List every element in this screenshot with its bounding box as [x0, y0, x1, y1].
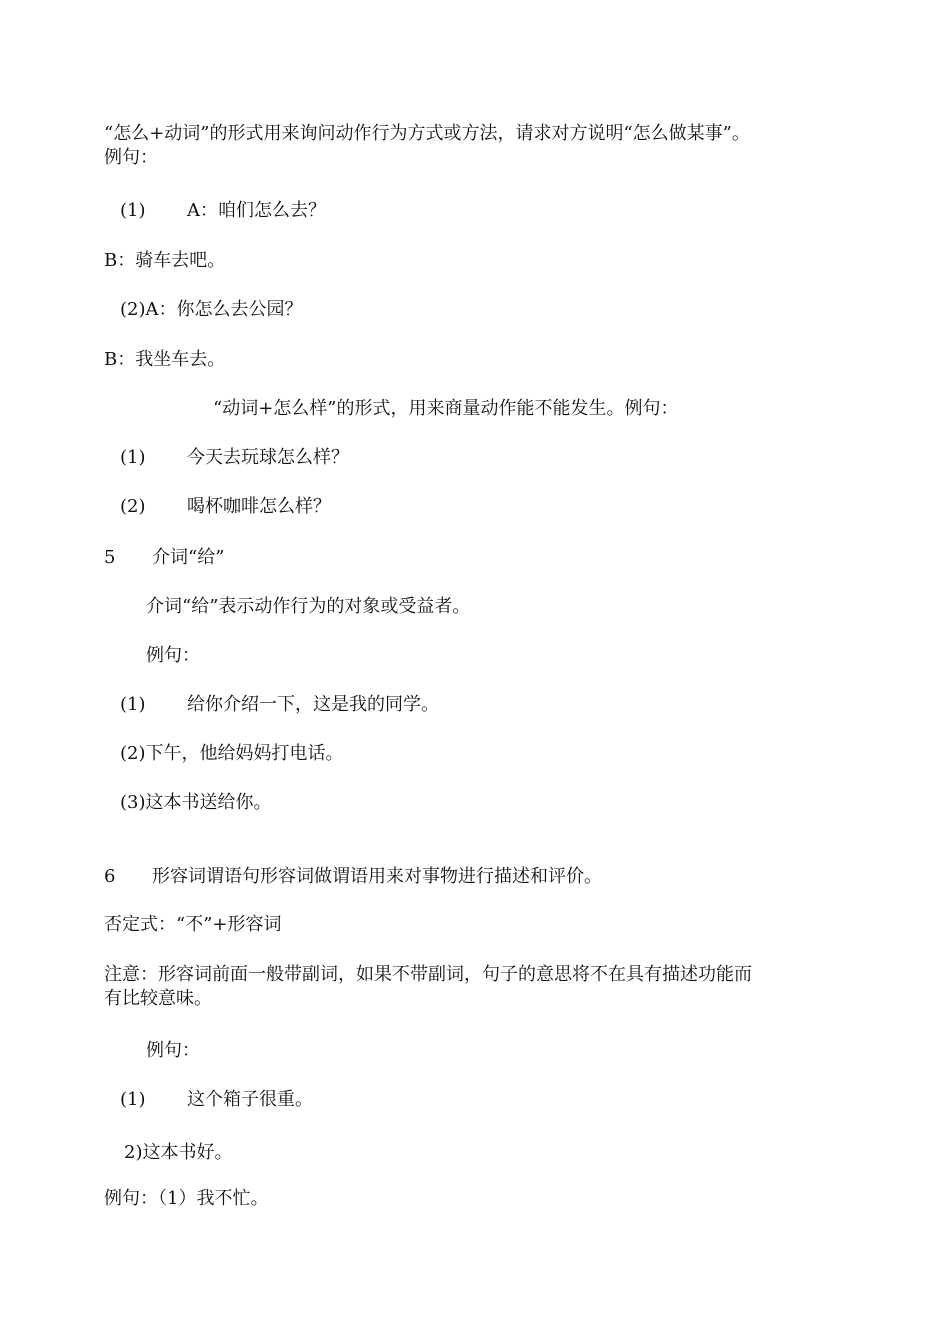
form-description: “动词+怎么样”的形式，用来商量动作能不能发生。例句： [213, 398, 679, 419]
example-text: 例句：（1）我不忙。 [104, 1188, 269, 1209]
section-title: 形容词谓语句形容词做谓语用来对事物进行描述和评价。 [152, 866, 602, 887]
example-text: 2)这本书好。 [124, 1142, 233, 1163]
section-description: 介词“给”表示动作行为的对象或受益者。 [146, 596, 471, 617]
note-line-2: 有比较意味。 [104, 988, 212, 1009]
note-line-1: 注意：形容词前面一般带副词，如果不带副词，句子的意思将不在具有描述功能而 [104, 964, 752, 985]
example-text: 喝杯咖啡怎么样？ [187, 496, 331, 517]
example-number: (1) [120, 200, 146, 221]
example-text: (3)这本书送给你。 [120, 792, 272, 813]
example-text: 这个箱子很重。 [187, 1089, 313, 1110]
example-reply: B：我坐车去。 [104, 349, 226, 370]
example-text: 今天去玩球怎么样？ [187, 447, 349, 468]
example-text: (2)A：你怎么去公园？ [120, 299, 303, 320]
intro-line-1: “怎么+动词”的形式用来询问动作行为方式或方法，请求对方说明“怎么做某事”。 [104, 123, 750, 144]
section-number: 6 [104, 866, 116, 887]
example-number: (1) [120, 694, 146, 715]
example-text: 给你介绍一下，这是我的同学。 [187, 694, 439, 715]
example-reply: B：骑车去吧。 [104, 250, 226, 271]
intro-line-2: 例句： [104, 147, 158, 168]
example-text: A：咱们怎么去？ [187, 200, 326, 221]
example-number: (1) [120, 1089, 146, 1110]
example-text: (2)下午，他给妈妈打电话。 [120, 743, 344, 764]
example-number: (2) [120, 496, 146, 517]
section-number: 5 [104, 547, 116, 568]
example-label: 例句： [146, 1040, 200, 1061]
example-number: (1) [120, 447, 146, 468]
negation-form: 否定式：“不”+形容词 [104, 914, 282, 935]
section-title: 介词“给” [152, 547, 225, 568]
example-label: 例句： [146, 645, 200, 666]
